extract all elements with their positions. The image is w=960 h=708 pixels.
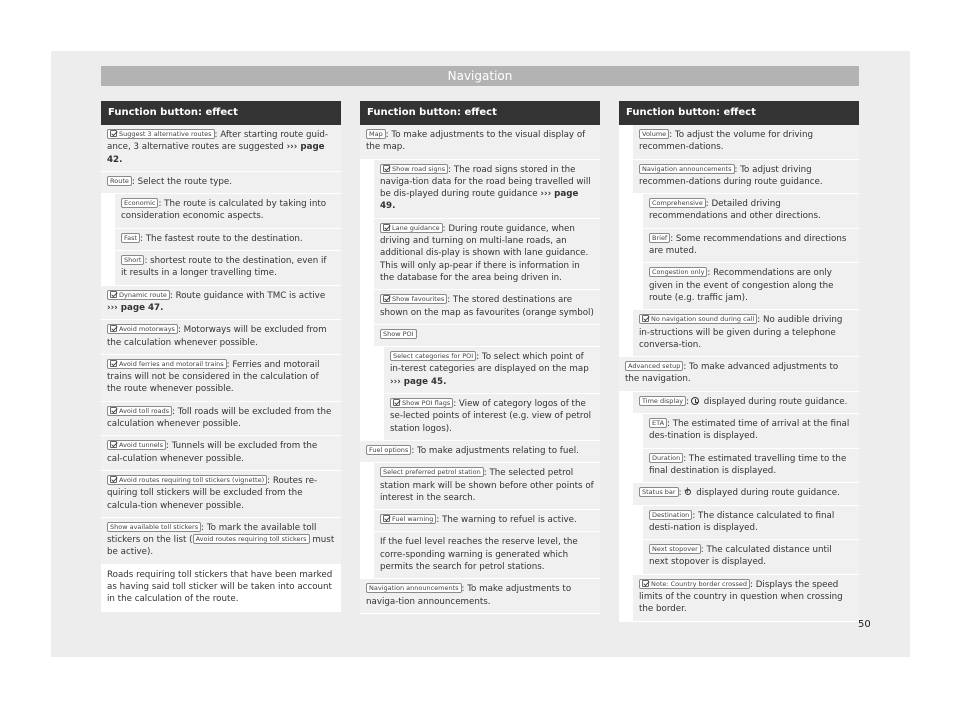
function-button[interactable]	[639, 579, 750, 589]
row-description: : The calculated distance until next stopover is displayed.	[649, 545, 832, 568]
function-button[interactable]	[366, 445, 411, 455]
table-row	[619, 160, 859, 195]
table-row	[619, 449, 859, 484]
table-row	[619, 506, 859, 541]
row-description: : To adjust driving recommen-dations during route guidance.	[639, 164, 823, 187]
table-row	[619, 125, 859, 160]
function-button-label: Next stopover	[652, 545, 698, 554]
row-description: : Toll roads will be excluded from the calculation whenever possible.	[107, 406, 332, 430]
page-number: 50	[858, 619, 871, 630]
table-row	[619, 540, 859, 575]
function-button-label: Comprehensive	[652, 199, 703, 208]
row-description: Roads requiring toll stickers that have been marked as having said toll sticker will be taken into account in the calculation of the route.	[107, 569, 333, 605]
function-button-label: Advanced setup	[628, 362, 681, 371]
row-description: displayed during route guidance.	[693, 488, 840, 499]
table-row	[360, 532, 600, 579]
function-button-label: Fuel options	[369, 445, 409, 454]
table-row	[101, 402, 341, 437]
function-button-label: Volume	[642, 130, 667, 138]
section-header: Navigation	[101, 66, 859, 86]
function-button-label: Avoid tunnels	[119, 441, 163, 450]
row-description: :	[686, 396, 689, 407]
function-button[interactable]	[649, 544, 701, 554]
checkbox-icon	[383, 515, 390, 522]
table-row	[101, 194, 341, 229]
function-button[interactable]	[193, 534, 310, 544]
table-row	[101, 565, 341, 612]
checkbox-icon	[110, 130, 117, 137]
table-row	[619, 263, 859, 310]
table-row	[360, 160, 600, 219]
row-description: : shortest route to the destination, even if it results in a longer travelling time.	[121, 256, 327, 279]
function-button-label: Destination	[652, 510, 690, 519]
row-description: : The road signs stored in the naviga-tion data for the road being travelled will be dis-played during route guidance	[380, 164, 591, 200]
function-button-label: No navigation sound during call	[651, 315, 755, 324]
gps-icon	[684, 488, 692, 496]
function-button-label: Dynamic route	[119, 290, 167, 299]
function-button[interactable]	[107, 176, 132, 186]
function-button[interactable]	[121, 198, 158, 208]
function-button[interactable]	[107, 324, 178, 334]
function-button[interactable]	[649, 198, 706, 208]
checkbox-icon	[393, 399, 400, 406]
function-button-label: Select preferred petrol station	[383, 468, 481, 477]
checkbox-icon	[383, 224, 390, 231]
function-button-label: Time display	[642, 396, 684, 405]
table-row	[619, 414, 859, 449]
row-description: : The stored destinations are shown on the map as favourites (orange symbol)	[380, 295, 594, 318]
row-description: : To select which point of in-terest categories are displayed on the map	[390, 352, 589, 375]
row-description: : Recommendations are only given in the event of congestion along the route (e.g. traffic jam).	[649, 268, 834, 303]
row-description: : Motorways will be excluded from the calculation whenever possible.	[107, 325, 327, 348]
row-description: : To mark the available toll stickers on the list (	[107, 522, 317, 546]
checkbox-icon	[110, 441, 117, 448]
table-row	[101, 125, 341, 172]
function-button-label: Show POI flags	[402, 399, 451, 408]
function-button[interactable]	[107, 129, 215, 139]
table-column-2	[360, 101, 600, 606]
function-button[interactable]	[380, 514, 436, 524]
table-row	[360, 325, 600, 347]
function-button[interactable]	[625, 361, 683, 371]
row-description: : Displays the speed limits of the country in question when crossing the border.	[639, 579, 843, 615]
function-button[interactable]	[649, 453, 683, 463]
table-row	[619, 483, 859, 505]
row-container	[619, 125, 859, 622]
function-button[interactable]	[639, 396, 686, 406]
row-description: : To make advanced adjustments to the navigation.	[625, 362, 839, 385]
checkbox-icon	[110, 360, 117, 367]
page-reference-link[interactable]: ››› page 47.	[107, 302, 164, 313]
table-row	[619, 357, 859, 392]
function-button-label: Avoid motorways	[119, 325, 175, 334]
function-button-label: Economic	[124, 199, 156, 208]
table-row	[101, 518, 341, 565]
function-button-label: Fuel warning	[392, 515, 434, 524]
function-button-label: Select categories for POI	[393, 352, 474, 361]
function-button[interactable]	[107, 475, 267, 485]
function-button[interactable]	[366, 129, 386, 139]
row-description: : Route guidance with TMC is active	[169, 290, 326, 301]
table-row	[360, 347, 600, 394]
row-description: : After starting route guid-ance, 3 alternative routes are suggested	[107, 130, 329, 153]
function-button[interactable]	[380, 467, 484, 477]
function-button-label: Fast	[124, 233, 138, 242]
row-description: must be active).	[107, 535, 335, 558]
table-row	[360, 441, 600, 463]
function-button[interactable]	[380, 329, 417, 339]
function-button-label: Suggest 3 alternative routes	[119, 130, 212, 138]
table-row	[101, 251, 341, 286]
checkbox-icon	[642, 315, 649, 322]
checkbox-icon	[110, 476, 117, 483]
checkbox-icon	[383, 295, 390, 302]
row-description: : Select the route type.	[131, 176, 233, 187]
function-button-label: Avoid toll roads	[119, 406, 170, 415]
table-row	[619, 310, 859, 357]
function-button[interactable]	[639, 164, 735, 174]
page-reference-link[interactable]: ››› page 45.	[390, 376, 447, 387]
table-row	[360, 219, 600, 290]
function-button[interactable]	[380, 164, 448, 174]
function-button-label: Avoid routes requiring toll stickers (vignette)	[119, 475, 265, 484]
row-description: : To make adjustments to the visual display of the map.	[366, 130, 586, 153]
page-reference-link[interactable]: ››› page 49.	[380, 189, 579, 212]
checkbox-icon	[110, 407, 117, 414]
function-button[interactable]	[107, 406, 172, 416]
function-button-label: Show road signs	[392, 164, 446, 173]
row-description: displayed during route guidance.	[701, 396, 848, 407]
function-button[interactable]	[107, 440, 166, 450]
page-reference-link[interactable]: ››› page 42.	[107, 142, 325, 165]
function-button-label: Show POI	[383, 329, 414, 338]
row-description: : To make adjustments to naviga-tion announcements.	[366, 584, 572, 607]
row-description: : Routes re-quiring toll stickers will be excluded from the calcula-tion whenever possible.	[107, 475, 318, 511]
row-description: : The route is calculated by taking into consideration economic aspects.	[121, 199, 327, 222]
row-description: : The estimated travelling time to the final destination is displayed.	[649, 453, 847, 476]
table-row	[101, 286, 341, 321]
row-description: : Ferries and motorail trains will not be considered in the calculation of the route whenever possible.	[107, 359, 320, 395]
row-description: If the fuel level reaches the reserve level, the corre-sponding warning is generated which permits the search for petrol stations.	[380, 537, 578, 573]
table-row	[101, 229, 341, 251]
row-description: : Tunnels will be excluded from the cal-culation whenever possible.	[107, 441, 318, 464]
table-row	[619, 229, 859, 264]
table-row	[360, 463, 600, 510]
table-column-3	[619, 101, 859, 615]
row-description: : No audible driving in-structions will be given during a telephone conversa-tion.	[639, 315, 843, 350]
row-description: : The estimated time of arrival at the final des-tination is displayed.	[649, 419, 850, 442]
table-row	[101, 172, 341, 194]
function-button-label: ETA	[652, 419, 665, 428]
function-button[interactable]	[107, 290, 170, 300]
table-row	[101, 436, 341, 471]
row-description: : To make adjustments relating to fuel.	[411, 445, 579, 456]
function-button[interactable]	[639, 314, 757, 324]
column-header: Function button: effect	[360, 101, 600, 125]
function-button-label: Map	[369, 130, 383, 138]
row-description: : Some recommendations and directions are muted.	[649, 233, 847, 257]
checkbox-icon	[110, 291, 117, 298]
function-button-label: Navigation announcements	[369, 584, 459, 593]
function-button[interactable]	[366, 583, 462, 593]
function-button[interactable]	[649, 510, 692, 520]
table-row	[360, 510, 600, 532]
row-description: : The distance calculated to final desti-nation is displayed.	[649, 510, 835, 533]
function-button[interactable]	[639, 487, 679, 497]
table-row	[360, 579, 600, 614]
row-description: : The selected petrol station mark will be shown before other points of interest in the search.	[380, 468, 594, 503]
function-button-label: Avoid ferries and motorail trains	[119, 359, 224, 368]
table-row	[101, 471, 341, 518]
function-button[interactable]	[649, 233, 670, 243]
row-description: : Detailed driving recommendations and other directions.	[649, 199, 821, 222]
row-description: : To adjust the volume for driving recommen-dations.	[639, 130, 813, 153]
function-button[interactable]	[649, 418, 667, 428]
function-button[interactable]	[649, 267, 707, 277]
function-button-label: Short	[124, 256, 142, 265]
column-header: Function button: effect	[619, 101, 859, 125]
function-button-label: Avoid routes requiring toll stickers	[195, 535, 307, 544]
table-column-1	[101, 101, 341, 605]
table-row	[360, 290, 600, 325]
row-description: : The warning to refuel is active.	[436, 515, 577, 526]
column-header: Function button: effect	[101, 101, 341, 125]
function-button-label: Duration	[652, 453, 681, 462]
function-button[interactable]	[390, 398, 453, 408]
function-button[interactable]	[121, 255, 144, 265]
function-button-label: Show available toll stickers	[110, 522, 199, 531]
table-row	[101, 320, 341, 355]
function-button[interactable]	[121, 233, 140, 243]
function-button-label: Show favourites	[392, 295, 445, 304]
function-button[interactable]	[390, 351, 476, 361]
function-button[interactable]	[639, 129, 669, 139]
function-button-label: Navigation announcements	[642, 164, 732, 173]
table-row	[619, 392, 859, 414]
row-description: : View of category logos of the se-lected points of interest (e.g. view of petrol station logos).	[390, 399, 592, 434]
table-row	[101, 355, 341, 402]
function-button-label: Route	[110, 176, 129, 185]
function-button-label: Note: Country border crossed	[651, 579, 748, 588]
function-button[interactable]	[107, 522, 201, 532]
function-button[interactable]	[380, 294, 447, 304]
table-row	[619, 194, 859, 229]
function-button[interactable]	[107, 359, 227, 369]
table-row	[360, 394, 600, 441]
table-row	[619, 575, 859, 622]
checkbox-icon	[642, 580, 649, 587]
row-container	[101, 125, 341, 612]
row-container	[360, 125, 600, 614]
function-button[interactable]	[380, 223, 443, 233]
row-description: : During route guidance, when driving and turning on multi-lane roads, an additional dis-play is shown with lane guidance. This will only ap-pear if there is information in the database for the area being driven in.	[380, 223, 589, 283]
clock-icon	[691, 397, 699, 405]
function-button-label: Status bar	[642, 488, 676, 497]
checkbox-icon	[383, 165, 390, 172]
row-description: :	[678, 488, 682, 499]
function-button-label: Congestion only	[652, 268, 705, 277]
table-row	[360, 125, 600, 160]
row-description: : The fastest route to the destination.	[140, 233, 303, 244]
checkbox-icon	[110, 325, 117, 332]
function-button-label: Brief	[652, 233, 668, 242]
function-button-label: Lane guidance	[392, 223, 440, 232]
